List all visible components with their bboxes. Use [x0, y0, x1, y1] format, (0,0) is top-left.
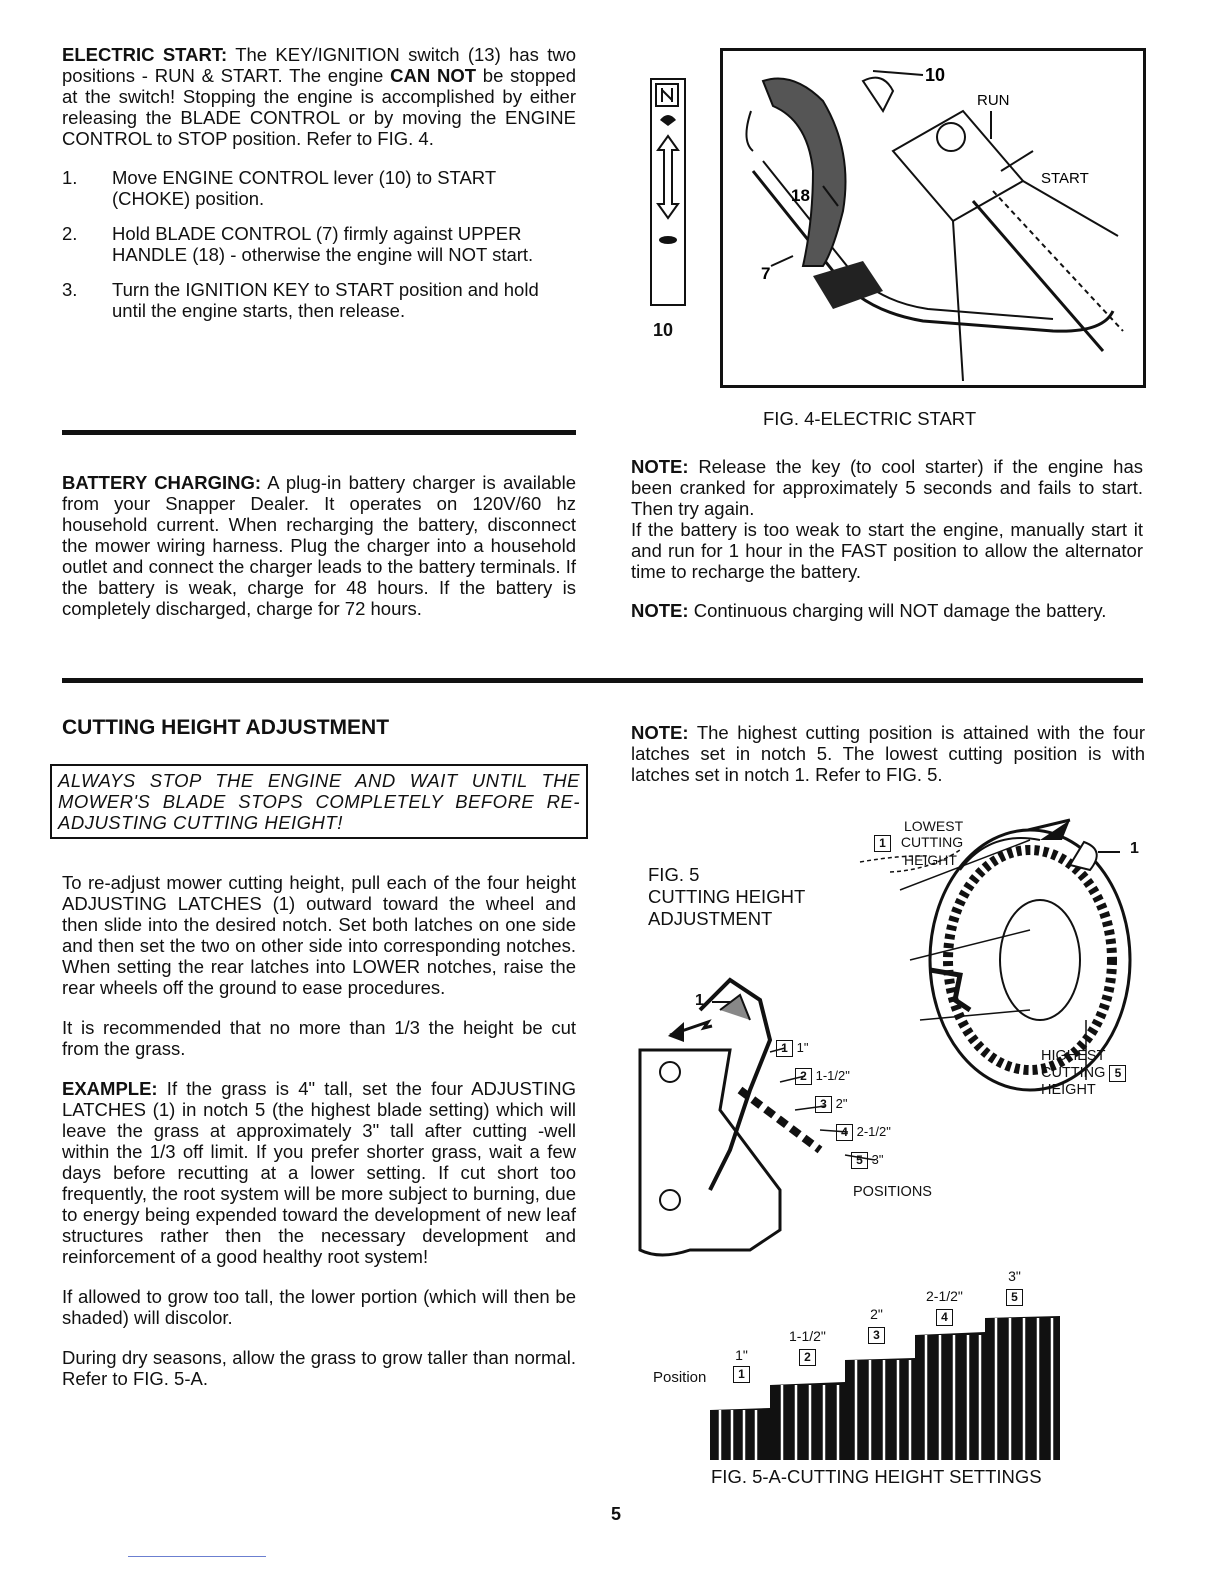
example-label: EXAMPLE:	[62, 1078, 158, 1099]
divider-left-1	[62, 430, 576, 435]
bottom-artifact-line	[128, 1556, 266, 1557]
electric-start-heading: ELECTRIC START:	[62, 44, 228, 65]
notes-right-section	[631, 456, 1143, 621]
cutting-warning-box: ALWAYS STOP THE ENGINE AND WAIT UNTIL THE MOWER'S BLADE STOPS COMPLETELY BEFORE RE-ADJUSTING CUTTING HEIGHT!	[50, 764, 588, 839]
setting-value: 2"	[870, 1306, 883, 1322]
step-number: 3.	[62, 279, 78, 300]
note2	[631, 600, 1143, 621]
position-value: 3"	[871, 1152, 884, 1167]
step-number: 1.	[62, 167, 78, 188]
position-box: 1	[776, 1040, 793, 1057]
setting-value: 3"	[1008, 1268, 1021, 1284]
setting-value: 2-1/2"	[926, 1288, 963, 1304]
fig5-position-5	[851, 1152, 883, 1169]
cutting-para4: During dry seasons, allow the grass to grow taller than normal. Refer to FIG. 5-A.	[62, 1347, 576, 1389]
fig5-title-line1: FIG. 5	[648, 864, 700, 885]
note-highest-label: NOTE:	[631, 722, 689, 743]
position-value: 2"	[835, 1096, 848, 1111]
electric-start-emph: CAN NOT	[390, 65, 477, 86]
fig5-positions-label: POSITIONS	[853, 1184, 932, 1200]
example-text: If the grass is 4" tall, set the four ADJUSTING LATCHES (1) in notch 5 (the highest blade setting) which will leave the grass at approximately 3" tall after cutting -well within the 1/3 off limit. If you prefer shorter grass, wait a few days before recutting at a lower setting. If cut short too frequently, the root system will be more subject to burning, due to energy being expended toward the development of new leaf structures rather then the necessary development and reinforcement of a good healthy root system!	[62, 1078, 576, 1267]
fig5-position-2	[795, 1068, 850, 1085]
fig4-label-7: 7	[761, 264, 771, 283]
position-value: 2-1/2"	[856, 1124, 891, 1139]
fig5a-grass-illustration	[700, 1310, 1070, 1460]
lowest-line1: LOWEST	[904, 818, 964, 834]
highest-line2: CUTTING	[1041, 1065, 1106, 1081]
page-number: 5	[611, 1504, 622, 1524]
setting-box: 3	[868, 1327, 885, 1344]
highest-line3: HEIGHT	[1041, 1082, 1096, 1098]
fig4-strip-label: 10	[653, 320, 674, 340]
fig5-position-4	[836, 1124, 891, 1141]
divider-full	[62, 678, 1143, 683]
battery-text: A plug-in battery charger is available from your Snapper Dealer. It operates on 120V/60 hz household current. When recharging the battery, disconnect the mower wiring harness. Plug the charger into a household outlet and connect the charger leads to the battery terminals. If the battery is weak, charge for 48 hours. If the battery is completely discharged, charge for 72 hours.	[62, 472, 576, 619]
setting-box: 1	[733, 1366, 750, 1383]
fig5a-setting-1	[733, 1346, 750, 1383]
position-value: 1-1/2"	[815, 1068, 850, 1083]
fig4-label-18: 18	[791, 186, 810, 205]
step-text: Move ENGINE CONTROL lever (10) to START (CHOKE) position.	[112, 167, 496, 209]
battery-charging-section	[62, 472, 576, 619]
electric-start-intro-a: The KEY/IGNITION switch (13) has two positions - RUN & START. The engine	[62, 44, 576, 86]
fig5-title-line2: CUTTING HEIGHT	[648, 886, 806, 907]
note1	[631, 456, 1143, 519]
electric-start-intro-b: be stopped at the switch! Stopping the engine is accomplished by either releasing the BLADE CONTROL or by moving the ENGINE CONTROL to STOP position. Refer to FIG. 4.	[62, 65, 576, 149]
cutting-para1: To re-adjust mower cutting height, pull each of the four height ADJUSTING LATCHES (1) outward toward the wheel and then slide into the desired notch. Set both latches on one side and then set the two on other side into corresponding notches. When setting the rear latches into LOWER notches, raise the rear wheels off the ground to ease procedures.	[62, 872, 576, 998]
position-box: 4	[836, 1124, 853, 1141]
fig4-caption: FIG. 4-ELECTRIC START	[763, 408, 977, 429]
fig5-lowest-label	[874, 818, 963, 868]
fig5-title-line3: ADJUSTMENT	[648, 908, 773, 929]
electric-start-steps	[62, 167, 576, 321]
step-text: Hold BLADE CONTROL (7) firmly against UPPER HANDLE (18) - otherwise the engine will NOT start.	[112, 223, 534, 265]
lowest-line2: CUTTING	[900, 834, 964, 850]
battery-heading: BATTERY CHARGING:	[62, 472, 262, 493]
step-item	[62, 279, 576, 321]
note-highest-position	[631, 722, 1145, 785]
fig4-illustration	[723, 51, 1143, 385]
electric-start-intro	[62, 44, 576, 149]
fig5a-setting-5	[1006, 1266, 1023, 1306]
setting-box: 5	[1006, 1289, 1023, 1306]
fig5-position-3	[815, 1096, 847, 1113]
cutting-example	[62, 1078, 576, 1267]
fig4-label-start: START	[1041, 170, 1089, 187]
step-item	[62, 223, 576, 265]
step-number: 2.	[62, 223, 78, 244]
fig4-label-10: 10	[925, 65, 946, 85]
cutting-para2: It is recommended that no more than 1/3 the height be cut from the grass.	[62, 1017, 576, 1059]
note2-label: NOTE:	[631, 600, 689, 621]
throttle-symbols	[652, 80, 684, 304]
fig5-position-1	[776, 1040, 808, 1057]
note1-text: Release the key (to cool starter) if the engine has been cranked for approximately 5 seconds and fails to start. Then try again.	[631, 456, 1143, 519]
note1-label: NOTE:	[631, 456, 689, 477]
fig5a-position-label: Position	[653, 1369, 707, 1386]
fig5-label-1-left: 1	[695, 992, 704, 1009]
fig4-figure	[720, 48, 1146, 388]
note-highest-text: The highest cutting position is attained with the four latches set in notch 5. The lowest cutting position is with latches set in notch 1. Refer to FIG. 5.	[631, 722, 1145, 785]
step-text: Turn the IGNITION KEY to START position and hold until the engine starts, then release.	[112, 279, 539, 321]
fig4-control-strip	[650, 78, 686, 306]
fig5a-setting-2	[789, 1326, 826, 1366]
setting-box: 2	[799, 1349, 816, 1366]
cutting-body	[62, 872, 576, 1389]
fig5a-setting-3	[868, 1304, 885, 1344]
position-box: 2	[795, 1068, 812, 1085]
fig5a-setting-4	[926, 1286, 963, 1326]
highest-line1: HIGHEST	[1041, 1048, 1106, 1064]
position-value: 1"	[796, 1040, 809, 1055]
step-item	[62, 167, 576, 209]
cutting-para3: If allowed to grow too tall, the lower portion (which will then be shaded) will discolor.	[62, 1286, 576, 1328]
electric-start-section	[62, 44, 576, 335]
position-box: 5	[851, 1152, 868, 1169]
lowest-line3: HEIGHT	[904, 852, 957, 868]
fig5-highest-label	[1041, 1048, 1126, 1099]
fig5-label-1-top: 1	[1130, 840, 1139, 857]
fig4-label-run: RUN	[977, 92, 1010, 109]
lowest-box: 1	[874, 835, 891, 852]
setting-value: 1-1/2"	[789, 1328, 826, 1344]
highest-box: 5	[1109, 1065, 1126, 1082]
setting-value: 1"	[735, 1347, 748, 1363]
setting-box: 4	[936, 1309, 953, 1326]
note1-more: If the battery is too weak to start the engine, manually start it and run for 1 hour in the FAST position to allow the alternator time to recharge the battery.	[631, 519, 1143, 582]
cutting-heading: CUTTING HEIGHT ADJUSTMENT	[62, 716, 390, 739]
position-box: 3	[815, 1096, 832, 1113]
fig5a-caption: FIG. 5-A-CUTTING HEIGHT SETTINGS	[711, 1466, 1042, 1487]
note2-text: Continuous charging will NOT damage the battery.	[688, 600, 1107, 621]
